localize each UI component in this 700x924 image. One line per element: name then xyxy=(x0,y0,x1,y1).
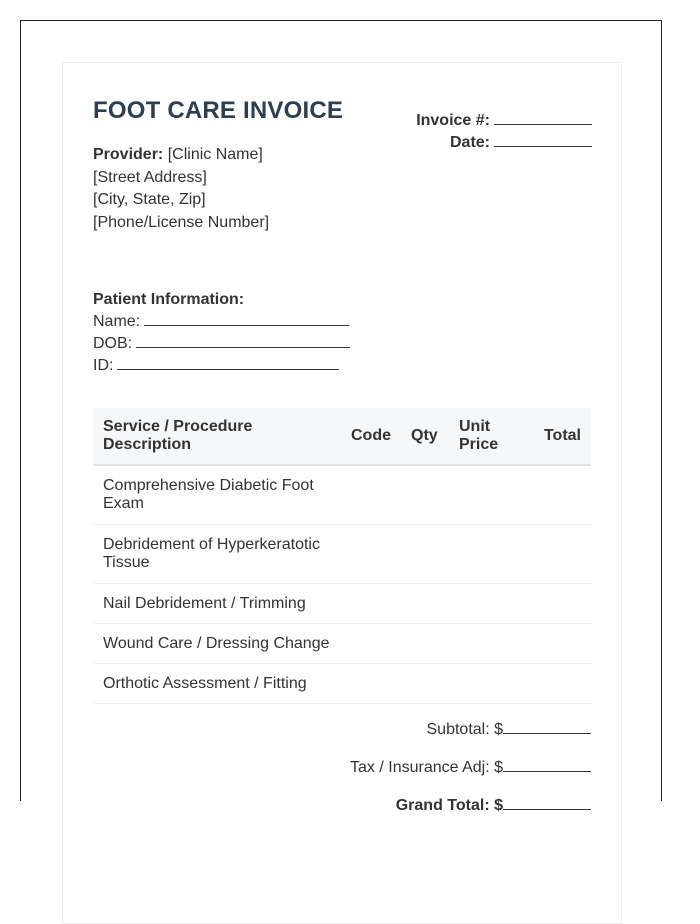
service-code-cell[interactable] xyxy=(341,584,401,624)
patient-id-field[interactable] xyxy=(117,355,339,370)
service-code-cell[interactable] xyxy=(341,465,401,525)
service-qty-cell[interactable] xyxy=(401,525,449,584)
patient-block xyxy=(93,289,350,377)
invoice-meta xyxy=(416,110,592,154)
header-description: Service / Procedure Description xyxy=(93,408,341,465)
service-qty-cell[interactable] xyxy=(401,624,449,664)
tax-field[interactable] xyxy=(503,757,591,772)
header-unit-price: Unit Price xyxy=(449,408,529,465)
patient-name-field[interactable] xyxy=(144,311,349,326)
table-row xyxy=(93,584,591,624)
provider-name: [Clinic Name] xyxy=(167,146,263,163)
invoice-document xyxy=(62,62,622,924)
subtotal-field[interactable] xyxy=(503,719,591,734)
tax-label: Tax / Insurance Adj: $ xyxy=(350,759,503,776)
service-total-cell[interactable] xyxy=(529,525,591,584)
patient-name-label: Name: xyxy=(93,313,141,330)
service-qty-cell[interactable] xyxy=(401,664,449,704)
grand-total-label: Grand Total: $ xyxy=(395,797,503,814)
header-code: Code xyxy=(341,408,401,465)
service-total-cell[interactable] xyxy=(529,584,591,624)
viewport-frame xyxy=(20,20,662,814)
patient-id-label: ID: xyxy=(93,357,114,374)
table-row xyxy=(93,465,591,525)
invoice-number-row xyxy=(416,110,592,132)
provider-label: Provider: xyxy=(93,146,164,163)
provider-city: [City, State, Zip] xyxy=(93,191,206,208)
provider-street: [Street Address] xyxy=(93,168,207,186)
service-description: Wound Care / Dressing Change xyxy=(93,624,341,664)
service-code-cell[interactable] xyxy=(341,664,401,704)
service-description: Comprehensive Diabetic Foot Exam xyxy=(93,465,341,525)
service-unit-price-cell[interactable] xyxy=(449,584,529,624)
service-description: Orthotic Assessment / Fitting xyxy=(93,664,341,704)
grand-total-field[interactable] xyxy=(503,795,591,810)
patient-id-row xyxy=(93,355,350,377)
services-table xyxy=(93,408,591,704)
date-field[interactable] xyxy=(494,132,592,147)
service-total-cell[interactable] xyxy=(529,664,591,704)
table-row xyxy=(93,525,591,584)
provider-name-line xyxy=(93,144,269,167)
service-unit-price-cell[interactable] xyxy=(449,525,529,584)
date-row xyxy=(416,132,592,154)
service-total-cell[interactable] xyxy=(529,465,591,525)
service-unit-price-cell[interactable] xyxy=(449,664,529,704)
header-qty: Qty xyxy=(401,408,449,465)
table-row xyxy=(93,664,591,704)
patient-dob-field[interactable] xyxy=(136,333,350,348)
date-label: Date: xyxy=(449,134,490,151)
service-description: Nail Debridement / Trimming xyxy=(93,584,341,624)
patient-dob-label: DOB: xyxy=(93,335,133,352)
invoice-number-field[interactable] xyxy=(494,110,592,125)
service-description: Debridement of Hyperkeratotic Tissue xyxy=(93,525,341,584)
table-row xyxy=(93,624,591,664)
service-unit-price-cell[interactable] xyxy=(449,465,529,525)
subtotal-row xyxy=(350,719,591,757)
patient-dob-row xyxy=(93,333,350,355)
header-total: Total xyxy=(529,408,591,465)
service-code-cell[interactable] xyxy=(341,525,401,584)
totals-block xyxy=(350,719,591,833)
service-unit-price-cell[interactable] xyxy=(449,624,529,664)
grand-total-row xyxy=(350,795,591,833)
provider-block xyxy=(93,144,269,234)
tax-row xyxy=(350,757,591,795)
patient-heading: Patient Information: xyxy=(93,291,245,308)
patient-name-row xyxy=(93,311,350,333)
invoice-number-label: Invoice #: xyxy=(416,112,490,129)
provider-phone: [Phone/License Number] xyxy=(93,213,270,231)
service-code-cell[interactable] xyxy=(341,624,401,664)
service-qty-cell[interactable] xyxy=(401,465,449,525)
service-qty-cell[interactable] xyxy=(401,584,449,624)
subtotal-label: Subtotal: $ xyxy=(426,721,503,738)
invoice-title: FOOT CARE INVOICE xyxy=(93,97,344,124)
table-header-row xyxy=(93,408,591,465)
service-total-cell[interactable] xyxy=(529,624,591,664)
